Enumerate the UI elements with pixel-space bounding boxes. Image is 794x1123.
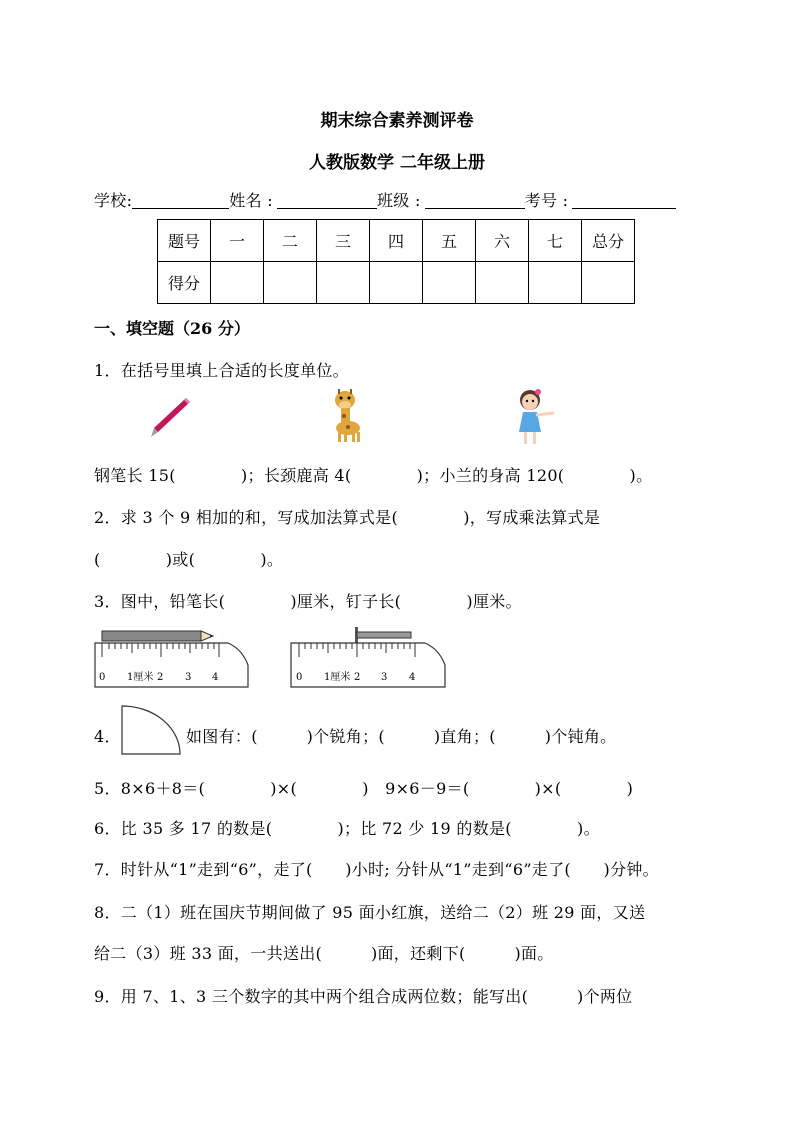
score-header-cell: 题号 [158,220,211,262]
q6-text: 6．比 35 多 17 的数是( )；比 72 少 19 的数是( )。 [94,819,600,838]
score-cell[interactable] [317,262,370,304]
score-header-cell: 总分 [582,220,635,262]
score-cell[interactable] [264,262,317,304]
ruler2-tick-label: 3 [381,672,388,683]
score-header-cell: 四 [370,220,423,262]
ruler2-tick-label: 0 [296,672,303,683]
q1-answer-line: 钢笔长 15( )；长颈鹿高 4( )；小兰的身高 120( )。 [94,466,653,485]
exam-title: 期末综合素养测评卷 [320,111,474,131]
score-cell[interactable] [582,262,635,304]
score-header-cell: 七 [529,220,582,262]
school-label: 学校: [94,191,133,210]
ruler1-tick-label: 0 [99,672,106,683]
student-info-row [94,188,676,211]
q2-line1: 2．求 3 个 9 相加的和，写成加法算式是( )，写成乘法算式是 [94,508,601,527]
ruler1-tick-label: 4 [212,672,219,683]
q1-text: 1．在括号里填上合适的长度单位。 [94,361,349,380]
class-field[interactable] [425,192,525,209]
score-cell[interactable] [370,262,423,304]
section-heading: 一、填空题（26 分） [94,319,250,338]
exam-no-field[interactable] [572,192,676,209]
name-label: 姓名 : [229,191,273,210]
score-cell[interactable] [211,262,264,304]
school-field[interactable] [132,192,229,209]
girl-icon [514,388,560,448]
score-header-cell: 一 [211,220,264,262]
ruler1-tick-label: 1厘米 [127,672,154,683]
score-table [157,219,635,304]
score-header-cell: 六 [476,220,529,262]
score-header-cell: 三 [317,220,370,262]
q5-text: 5．8×6＋8＝( )×( ) 9×6－9＝( )×( ) [94,779,634,798]
ruler-with-pencil [94,625,250,689]
score-cell[interactable] [423,262,476,304]
score-row-label: 得分 [158,262,211,304]
ruler-with-nail [289,625,447,689]
ruler2-tick-label: 4 [409,672,416,683]
name-field[interactable] [277,192,377,209]
q2-line2: ( )或( )。 [94,550,284,569]
q3-text: 3．图中，铅笔长( )厘米，钉子长( )厘米。 [94,592,522,611]
score-table-header-row [158,220,635,262]
score-header-cell: 二 [264,220,317,262]
giraffe-icon [328,388,368,444]
pen-icon [148,394,192,440]
ruler1-tick-label: 3 [185,672,192,683]
score-header-cell: 五 [423,220,476,262]
q8-line2: 给二（3）班 33 面，一共送出( )面，还剩下( )面。 [94,944,554,963]
quarter-circle-figure [120,704,182,756]
q4-text: 如图有：( )个锐角；( )直角；( )个钝角。 [186,727,617,746]
q7-text: 7．时针从“1”走到“6”，走了( )小时; 分针从“1”走到“6”走了( )分钟。 [94,860,659,879]
q4-number: 4． [94,727,121,746]
q8-line1: 8．二（1）班在国庆节期间做了 95 面小红旗，送给二（2）班 29 面，又送 [94,903,646,922]
ruler2-tick-label: 2 [354,672,361,683]
exam-no-label: 考号 : [524,191,569,210]
class-label: 班级 : [376,191,421,210]
ruler1-tick-label: 2 [157,672,164,683]
q9-line1: 9．用 7、1、3 三个数字的其中两个组合成两位数；能写出( )个两位 [94,987,633,1006]
score-cell[interactable] [529,262,582,304]
score-table-score-row [158,262,635,304]
ruler2-tick-label: 1厘米 [324,672,351,683]
score-cell[interactable] [476,262,529,304]
exam-subtitle: 人教版数学 二年级上册 [309,153,485,173]
